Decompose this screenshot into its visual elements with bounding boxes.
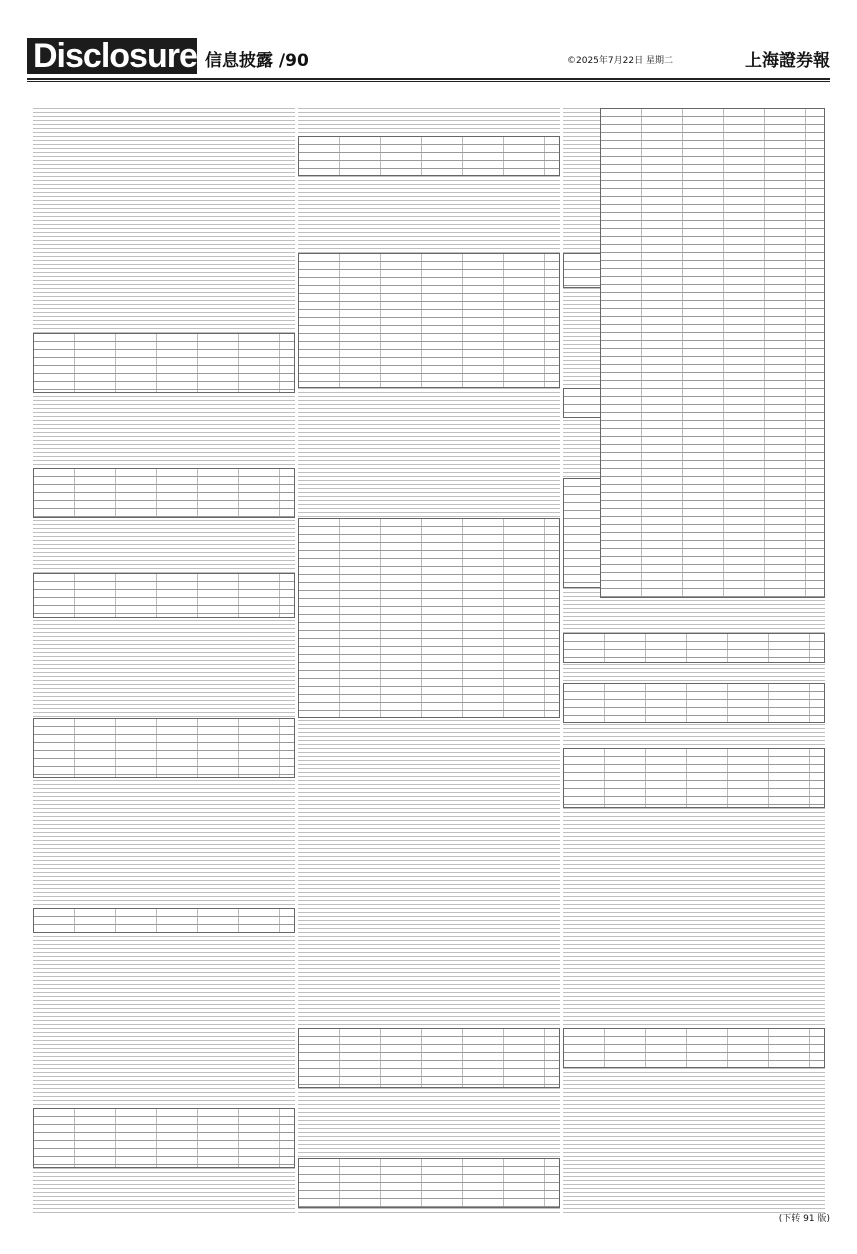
data-table bbox=[563, 748, 825, 808]
data-table bbox=[563, 633, 825, 663]
data-table bbox=[563, 1028, 825, 1068]
data-table bbox=[298, 253, 560, 388]
section-title: 信息披露 /90 bbox=[205, 51, 309, 71]
newspaper-name: 上海證券報 bbox=[745, 51, 830, 71]
data-table bbox=[33, 333, 295, 393]
text-column-1 bbox=[33, 108, 295, 1213]
data-table bbox=[298, 518, 560, 718]
data-table bbox=[33, 908, 295, 933]
text-column-2 bbox=[298, 108, 560, 1213]
issue-date: ©2025年7月22日 星期二 bbox=[567, 56, 673, 66]
data-table bbox=[33, 573, 295, 618]
data-table bbox=[563, 683, 825, 723]
brand-logo: Disclosure bbox=[27, 38, 197, 74]
masthead bbox=[27, 38, 830, 74]
data-table bbox=[298, 136, 560, 176]
financial-table bbox=[600, 108, 825, 598]
data-table bbox=[33, 1108, 295, 1168]
data-table bbox=[298, 1028, 560, 1088]
data-table bbox=[33, 718, 295, 778]
data-table bbox=[298, 1158, 560, 1208]
data-table bbox=[33, 468, 295, 518]
continued-note: (下转 91 版) bbox=[778, 1214, 830, 1224]
body-text-lines bbox=[33, 108, 295, 1213]
header-rule-thin bbox=[27, 81, 830, 82]
header-rule bbox=[27, 78, 830, 80]
